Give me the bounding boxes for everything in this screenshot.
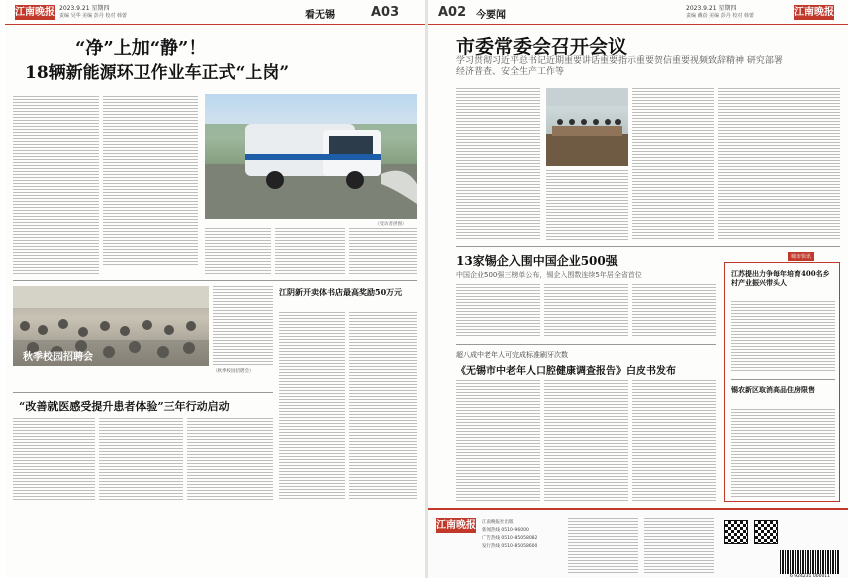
story1-headline-line1: “净”上加“静”！ bbox=[75, 38, 207, 59]
sidebar-tag: 城市快讯 bbox=[788, 252, 814, 261]
sidebar-divider bbox=[731, 379, 835, 380]
barcode-number: 6 924231 000011 bbox=[789, 574, 831, 578]
story2-body-col1 bbox=[279, 312, 345, 500]
story3-body-col3 bbox=[632, 380, 716, 502]
section-divider bbox=[456, 246, 840, 247]
story1-body-col3 bbox=[205, 228, 271, 274]
story3-divider bbox=[456, 344, 716, 345]
sidebar-title1: 江苏提出力争每年培育400名乡村产业振兴带头人 bbox=[731, 269, 830, 287]
story1-body-col5 bbox=[349, 228, 417, 274]
story4-divider bbox=[13, 392, 273, 393]
story1-body-col1 bbox=[13, 96, 99, 274]
story3-headline: 《无锡市中老年人口腔健康调查报告》白皮书发布 bbox=[456, 366, 676, 377]
lead-body-col2 bbox=[546, 170, 628, 240]
story2-subhead: 中国企业500强三榜单公布，锡企入围数连续5年居全省首位 bbox=[456, 271, 642, 279]
lead-headline: 市委常委会召开会议 bbox=[456, 36, 628, 58]
sweeper-truck-photo bbox=[205, 94, 417, 219]
qr-code bbox=[754, 520, 778, 544]
newspaper-logo: 江南晚报 bbox=[15, 7, 55, 18]
footer-ad-hotline: 广告热线 0510-85058082 bbox=[482, 536, 538, 541]
sidebar-body2 bbox=[731, 409, 835, 497]
story3-caption-text bbox=[213, 286, 273, 366]
story4-body-col2 bbox=[99, 418, 183, 502]
story4-headline: “改善就医感受提升患者体验”三年行动启动 bbox=[19, 400, 230, 413]
lead-subhead: 学习贯彻习近平总书记近期重要讲话重要指示重要贺信重要视频致辞精神 研究部署经济普查、安全生产工作等 bbox=[456, 56, 783, 77]
story4-body-col1 bbox=[13, 418, 95, 502]
editor-credits: 责编 戴蓓 美编 彭丹 校对 韩蕾 bbox=[686, 13, 754, 19]
story3-body-col2 bbox=[544, 380, 628, 502]
story2-headline: 13家锡企入围中国企业500强 bbox=[456, 254, 618, 268]
issue-date: 2023.9.21 星期四 bbox=[59, 5, 110, 12]
page-a02 bbox=[428, 0, 848, 578]
story3-kicker: 超八成中老年人可完成标准刷牙次数 bbox=[456, 351, 568, 359]
issue-barcode bbox=[780, 550, 840, 574]
story1-photo-caption: （受访者供图） bbox=[375, 222, 407, 227]
footer-delivery-hotline: 发行热线 0510-85058600 bbox=[482, 544, 538, 549]
story2-body-col3 bbox=[632, 284, 716, 338]
section-name: 今要闻 bbox=[476, 10, 506, 21]
job-fair-photo-label: 秋季校园招聘会 bbox=[23, 352, 93, 363]
footer-logo: 江南晚报 bbox=[436, 520, 476, 531]
story2-body-col2 bbox=[544, 284, 628, 338]
page-a03 bbox=[5, 0, 425, 578]
story2-body-col2 bbox=[349, 312, 417, 500]
story1-body-col2 bbox=[103, 96, 198, 266]
section-name: 看无锡 bbox=[305, 10, 335, 21]
story2-headline: 江阴新开卖体书店最高奖励50万元 bbox=[279, 287, 403, 297]
sidebar-body1 bbox=[731, 301, 835, 373]
story4-body-col3 bbox=[187, 418, 273, 502]
editor-credits: 责编 吴华 美编 彭丹 校对 韩蕾 bbox=[59, 13, 127, 19]
footer-contact-strip bbox=[428, 508, 848, 578]
footer-info-col1 bbox=[568, 518, 638, 574]
issue-date: 2023.9.21 星期四 bbox=[686, 5, 737, 12]
footer-publisher: 江南晚报社出版 bbox=[482, 520, 514, 525]
news-brief-sidebar bbox=[724, 262, 840, 502]
story2-body-col1 bbox=[456, 284, 540, 338]
story1-headline-line2: 18辆新能源环卫作业车正式“上岗” bbox=[25, 63, 290, 83]
story1-body-col4 bbox=[275, 228, 345, 274]
story3-photo-caption: （秋季校园招聘会） bbox=[213, 369, 254, 374]
story3-body-col1 bbox=[456, 380, 540, 502]
sidebar-title2: 锡农新区取消高品住房限售 bbox=[731, 385, 815, 394]
meeting-room-illustration bbox=[546, 88, 628, 166]
page-number: A03 bbox=[371, 5, 400, 20]
lead-body-col3 bbox=[632, 88, 714, 240]
page-number: A02 bbox=[438, 5, 467, 20]
job-fair-photo bbox=[13, 286, 209, 366]
footer-news-hotline: 新闻热线 0510-96000 bbox=[482, 528, 529, 533]
lead-body-col4 bbox=[718, 88, 840, 240]
footer-info-col2 bbox=[644, 518, 714, 574]
masthead-a02 bbox=[428, 3, 848, 25]
lead-body-col1 bbox=[456, 88, 540, 240]
section-divider bbox=[13, 280, 417, 281]
meeting-photo bbox=[546, 88, 628, 166]
masthead-a03 bbox=[5, 3, 425, 25]
newspaper-logo: 江南晚报 bbox=[794, 7, 834, 18]
qr-code bbox=[724, 520, 748, 544]
sweeper-truck-illustration bbox=[205, 94, 417, 219]
